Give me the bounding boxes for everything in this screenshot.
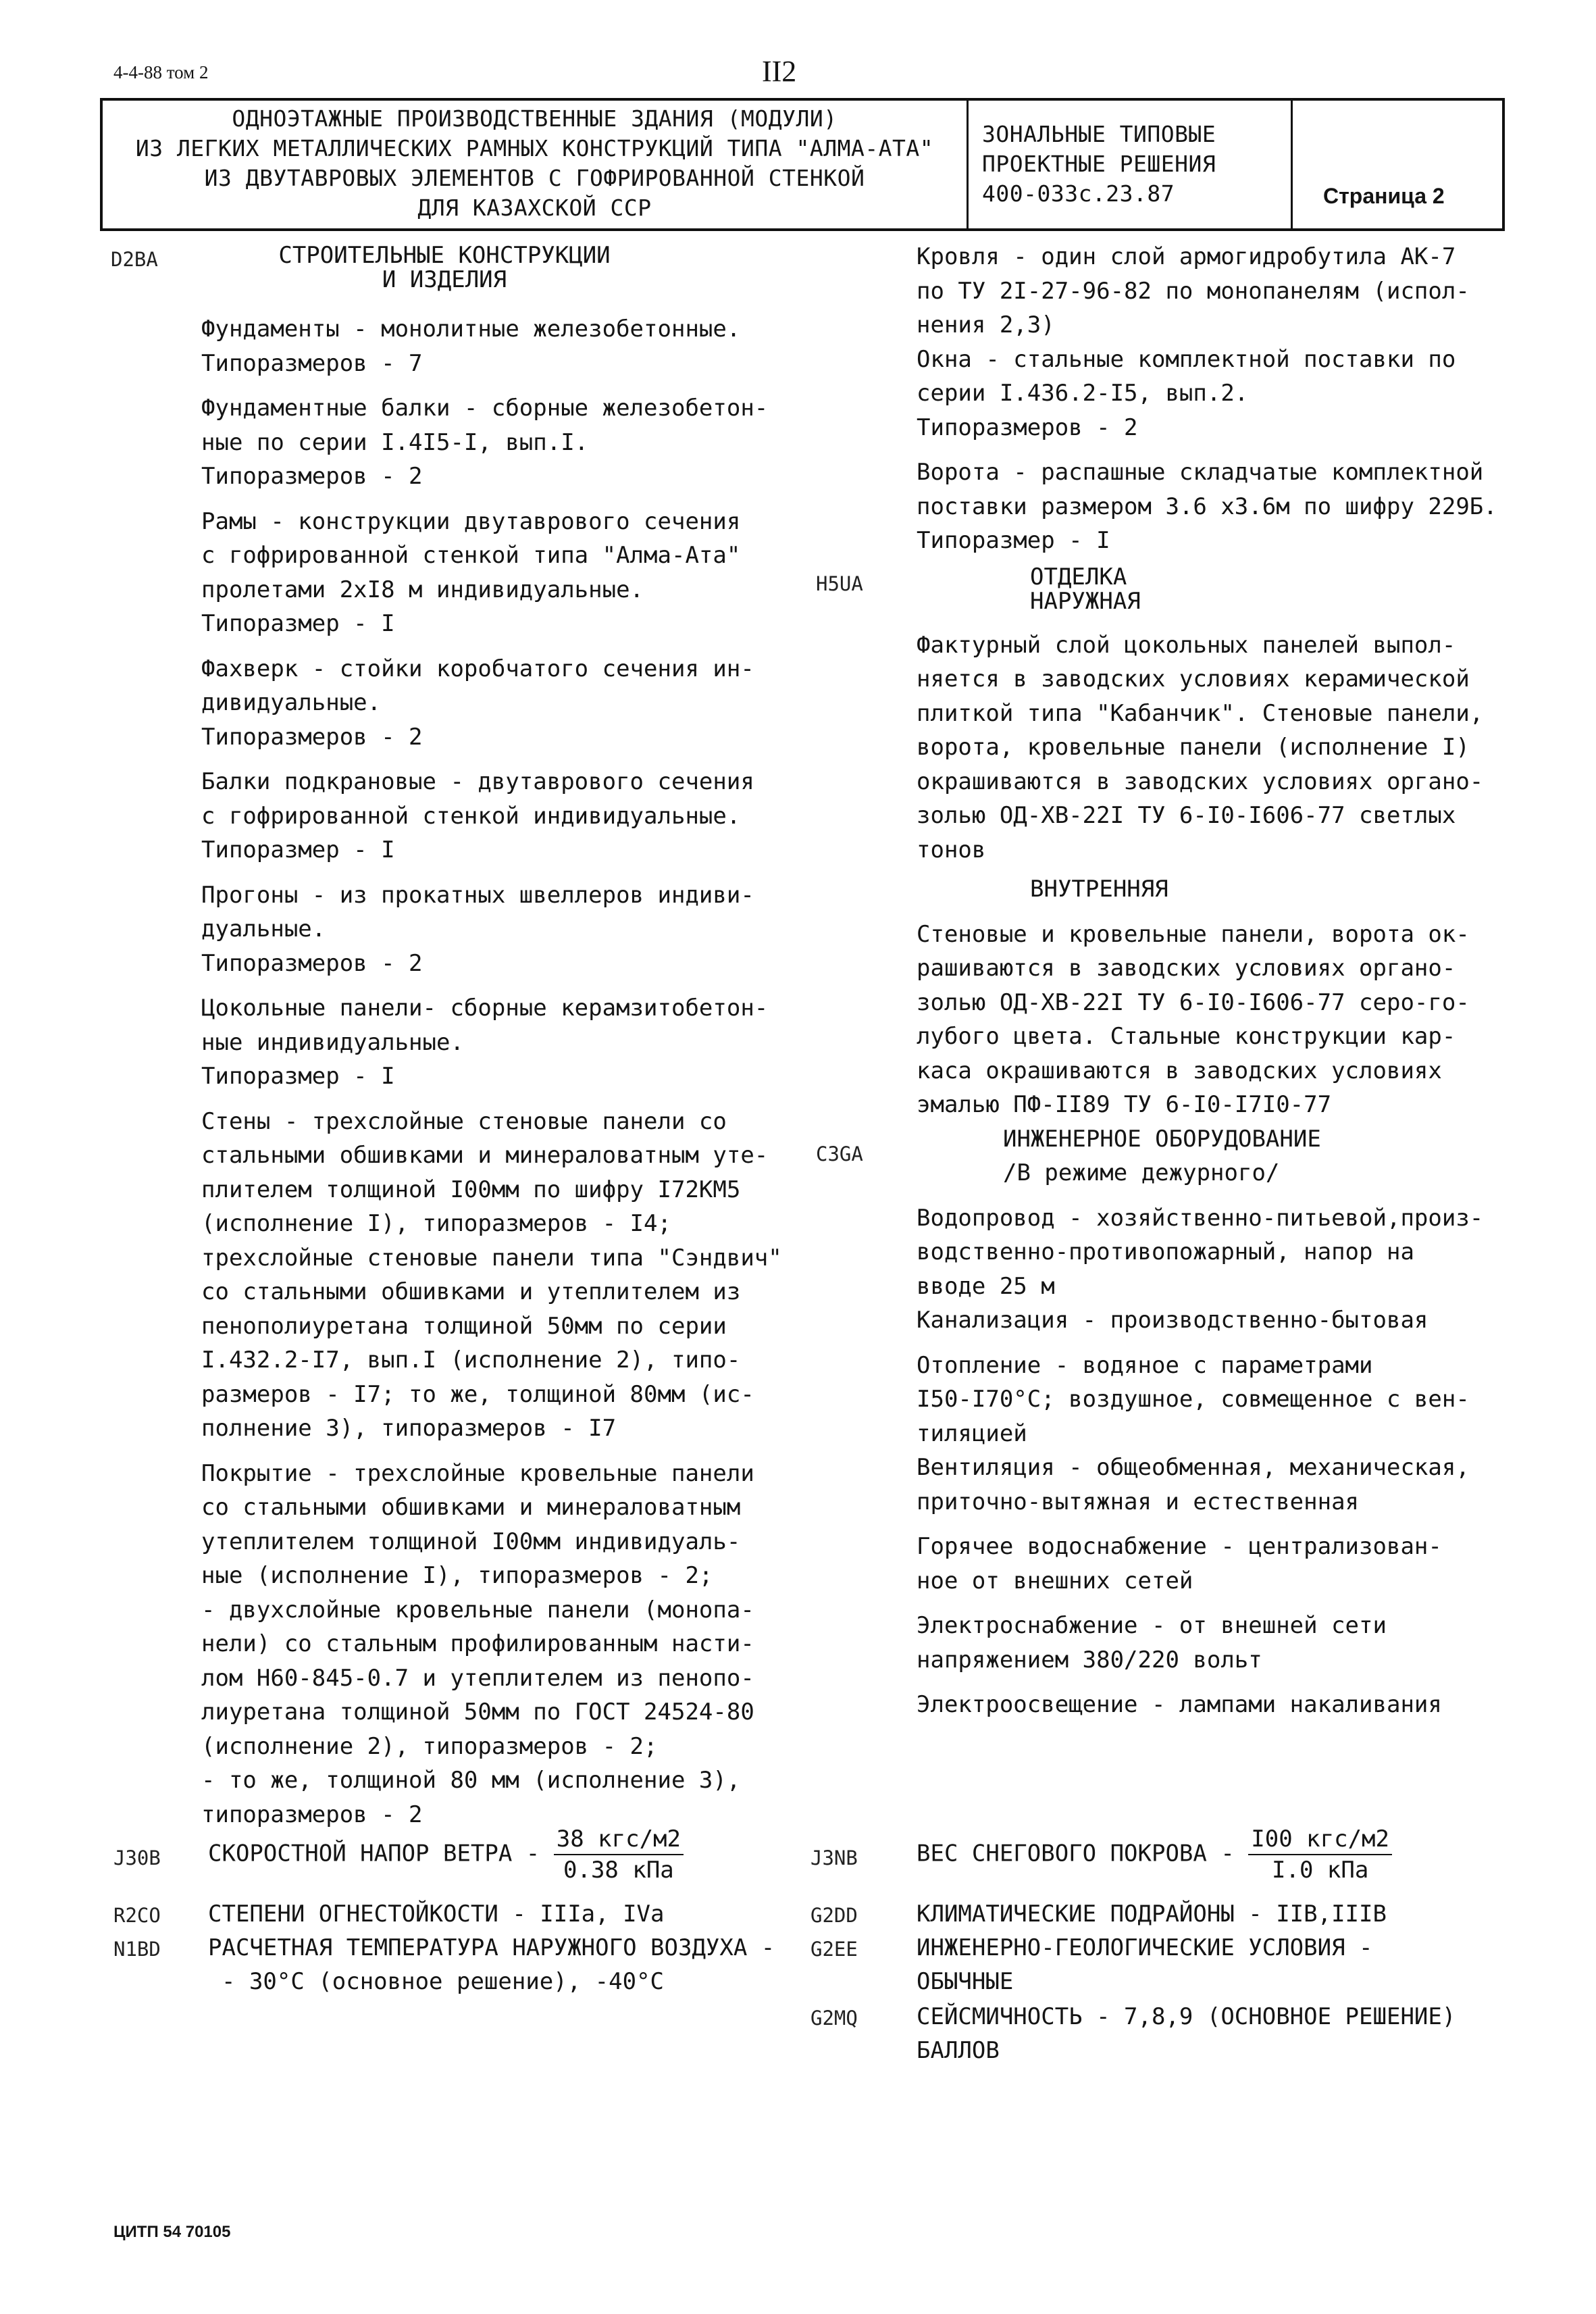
text-line: рашиваются в заводских условиях органо- (917, 955, 1456, 982)
text-line: дуальные. (201, 915, 326, 942)
classifier-code: G2DD (810, 1904, 858, 1927)
project-title-line: ИЗ ДВУТАВРОВЫХ ЭЛЕМЕНТОВ С ГОФРИРОВАННОЙ СТЕНКОЙ (204, 165, 865, 191)
text-line: Типоразмеров - 7 (201, 349, 423, 377)
seismicity-unit: БАЛЛОВ (917, 2037, 1000, 2064)
section-heading: НАРУЖНАЯ (1030, 587, 1141, 615)
text-line: плиткой типа "Кабанчик". Стеновые панели, (917, 699, 1484, 727)
paragraph-gap (201, 1094, 782, 1105)
classifier-code: H5UA (816, 572, 863, 595)
section-heading: И ИЗДЕЛИЯ (382, 266, 507, 293)
text-line: I50-I70°С; воздушное, совмещенное с вен- (917, 1386, 1470, 1413)
text-line: эмалью ПФ-II89 ТУ 6-I0-I7I0-77 (917, 1091, 1332, 1118)
text-line: ворота, кровельные панели (исполнение I) (917, 734, 1470, 761)
sheet-number: II2 (762, 55, 797, 88)
title-block (100, 98, 1505, 231)
left-text-block (201, 312, 782, 1832)
text-line: размеров - I7; то же, толщиной 80мм (ис- (201, 1380, 754, 1408)
classifier-code: C3GA (816, 1142, 863, 1165)
series-designation (969, 101, 1293, 228)
text-line: Горячее водоснабжение - централизован- (917, 1533, 1442, 1560)
text-line: золью ОД-ХВ-22I ТУ 6-I0-I606-77 светлых (917, 802, 1456, 829)
paragraph-gap (201, 1446, 782, 1457)
text-line: I.432.2-I7, вып.I (исполнение 2), типо- (201, 1347, 741, 1374)
section-heading: ВНУТРЕННЯЯ (1030, 876, 1168, 903)
snow-load-label: ВЕС СНЕГОВОГО ПОКРОВА - (917, 1840, 1235, 1867)
geology-conditions-value: ОБЫЧНЫЕ (917, 1968, 1014, 1995)
text-line: Прогоны - из прокатных швеллеров индиви- (201, 881, 754, 909)
text-line: по ТУ 2I-27-96-82 по монопанелям (испол- (917, 277, 1470, 305)
snow-load (917, 1824, 1392, 1885)
text-line: Цокольные панели- сборные керамзитобетон- (201, 995, 769, 1022)
design-temperature-values: - 30°С (основное решение), -40°С (222, 1968, 665, 1995)
paragraph-gap (201, 754, 782, 765)
text-line: ные (исполнение I), типоразмеров - 2; (201, 1562, 713, 1589)
project-title (103, 101, 969, 228)
text-line: (исполнение I), типоразмеров - I4; (201, 1210, 671, 1237)
text-line: напряжением 380/220 вольт (917, 1646, 1262, 1674)
paragraph-gap (201, 494, 782, 505)
project-title-line: ИЗ ЛЕГКИХ МЕТАЛЛИЧЕСКИХ РАМНЫХ КОНСТРУКЦИЙ ТИПА "АЛМА-АТА" (135, 135, 934, 161)
text-line: тиляцией (917, 1419, 1027, 1447)
paragraph-gap (201, 867, 782, 878)
series-line: ЗОНАЛЬНЫЕ ТИПОВЫЕ (982, 121, 1216, 147)
page-label: Страница 2 (1323, 184, 1445, 208)
project-title-line: ОДНОЭТАЖНЫЕ ПРОИЗВОДСТВЕННЫЕ ЗДАНИЯ (МОДУЛИ) (232, 105, 838, 132)
section-heading: ОТДЕЛКА (1030, 563, 1127, 590)
geology-conditions: ИНЖЕНЕРНО-ГЕОЛОГИЧЕСКИЕ УСЛОВИЯ - (917, 1934, 1373, 1961)
text-line: Водопровод - хозяйственно-питьевой,произ- (917, 1204, 1484, 1232)
text-line: Рамы - конструкции двутаврового сечения (201, 507, 741, 535)
text-line: поставки размером 3.6 х3.6м по шифру 229Б. (917, 493, 1497, 520)
text-line: лом Н60-845-0.7 и утеплителем из пенопо- (201, 1664, 754, 1692)
snow-load-value (1248, 1824, 1392, 1885)
document-reference: 4-4-88 том 2 (113, 62, 209, 82)
text-line: плителем толщиной I00мм по шифру I72КМ5 (201, 1176, 741, 1203)
text-line: Типоразмеров - 2 (201, 949, 423, 977)
classifier-code: G2MQ (810, 2007, 858, 2030)
wind-load-numerator: 38 кгс/м2 (554, 1824, 684, 1855)
text-line: Электроснабжение - от внешней сети (917, 1612, 1387, 1639)
text-line: пролетами 2хI8 м индивидуальные. (201, 576, 644, 603)
text-line: приточно-вытяжная и естественная (917, 1488, 1360, 1515)
classifier-code: N1BD (113, 1938, 161, 1961)
paragraph-gap (201, 380, 782, 391)
text-line: Стеновые и кровельные панели, ворота ок- (917, 920, 1470, 948)
text-line: со стальными обшивками и утеплителем из (201, 1278, 741, 1305)
text-line: со стальными обшивками и минераловатным (201, 1494, 741, 1521)
text-line: с гофрированной стенкой типа "Алма-Ата" (201, 542, 741, 569)
classifier-code: D2BA (111, 248, 158, 271)
design-temperature: РАСЧЕТНАЯ ТЕМПЕРАТУРА НАРУЖНОГО ВОЗДУХА - (208, 1934, 775, 1961)
text-line: - двухслойные кровельные панели (монопа- (201, 1596, 754, 1624)
text-line: Канализация - производственно-бытовая (917, 1307, 1428, 1334)
text-line: с гофрированной стенкой индивидуальные. (201, 802, 741, 830)
printer-stamp: ЦИТП 54 70105 (113, 2223, 231, 2241)
text-line: утеплителем толщиной I00мм индивидуаль- (201, 1528, 741, 1555)
text-line: Отопление - водяное с параметрами (917, 1351, 1373, 1379)
text-line: водственно-противопожарный, напор на (917, 1238, 1414, 1265)
snow-load-numerator: I00 кгс/м2 (1248, 1824, 1392, 1855)
wind-load (208, 1824, 684, 1885)
fire-resistance: СТЕПЕНИ ОГНЕСТОЙКОСТИ - IIIа, IVа (208, 1901, 665, 1928)
text-line: ное от внешних сетей (917, 1567, 1193, 1594)
text-line: Ворота - распашные складчатые комплектной (917, 459, 1484, 486)
classifier-code: G2EE (810, 1938, 858, 1961)
text-line: трехслойные стеновые панели типа "Сэндвич" (201, 1244, 782, 1272)
text-line: ные по серии I.4I5-I, вып.I. (201, 428, 589, 456)
text-line: Вентиляция - общеобменная, механическая, (917, 1454, 1470, 1481)
text-line: лиуретана толщиной 50мм по ГОСТ 24524-80 (201, 1699, 754, 1726)
text-line: тонов (917, 836, 986, 863)
classifier-code: R2CO (113, 1904, 161, 1927)
text-line: окрашиваются в заводских условиях органо- (917, 768, 1484, 795)
text-line: няется в заводских условиях керамической (917, 665, 1470, 693)
classifier-code: J3NB (810, 1846, 858, 1869)
text-line: Окна - стальные комплектной поставки по (917, 345, 1456, 373)
snow-load-denominator: I.0 кПа (1272, 1857, 1369, 1884)
paragraph-gap (201, 980, 782, 991)
seismicity: СЕЙСМИЧНОСТЬ - 7,8,9 (ОСНОВНОЕ РЕШЕНИЕ) (917, 2003, 1456, 2030)
wind-load-denominator: 0.38 кПа (563, 1857, 674, 1884)
text-line: пенополиуретана толщиной 50мм по серии (201, 1312, 727, 1340)
text-line: Фундаментные балки - сборные железобетон- (201, 395, 769, 422)
wind-load-value (554, 1824, 684, 1885)
climate-subregions: КЛИМАТИЧЕСКИЕ ПОДРАЙОНЫ - IIВ,IIIВ (917, 1901, 1387, 1928)
section-subheading: /В режиме дежурного/ (1003, 1159, 1280, 1186)
text-line: (исполнение 2), типоразмеров - 2; (201, 1732, 658, 1760)
text-line: вводе 25 м (917, 1272, 1055, 1300)
text-line: золью ОД-ХВ-22I ТУ 6-I0-I606-77 серо-го- (917, 988, 1470, 1016)
text-line: Фундаменты - монолитные железобетонные. (201, 316, 741, 343)
series-line: ПРОЕКТНЫЕ РЕШЕНИЯ (982, 151, 1216, 177)
series-code: 400-033с.23.87 (982, 180, 1175, 207)
text-line: Типоразмер - I (201, 610, 395, 637)
text-line: лубого цвета. Стальные конструкции кар- (917, 1023, 1456, 1050)
section-heading: ИНЖЕНЕРНОЕ ОБОРУДОВАНИЕ (1003, 1125, 1321, 1153)
project-title-line: ДЛЯ КАЗАХСКОЙ ССР (417, 195, 652, 221)
text-line: дивидуальные. (201, 689, 382, 716)
left-column (201, 243, 782, 1832)
text-line: Балки подкрановые - двутаврового сечения (201, 768, 754, 795)
text-line: нели) со стальным профилированным насти- (201, 1630, 754, 1657)
text-line: ные индивидуальные. (201, 1028, 464, 1056)
right-column (917, 240, 1497, 1722)
paragraph-gap (201, 641, 782, 652)
text-line: стальными обшивками и минераловатным уте- (201, 1142, 769, 1169)
text-line: - то же, толщиной 80 мм (исполнение 3), (201, 1767, 741, 1794)
page-cell (1293, 101, 1503, 228)
classifier-code: J30B (113, 1846, 161, 1869)
text-line: Типоразмер - I (917, 527, 1110, 554)
text-line: нения 2,3) (917, 311, 1055, 338)
text-line: Покрытие - трехслойные кровельные панели (201, 1459, 754, 1487)
text-line: Электроосвещение - лампами накаливания (917, 1691, 1442, 1718)
text-line: Типоразмеров - 2 (917, 413, 1138, 441)
text-line: Типоразмер - I (201, 1063, 395, 1090)
text-line: полнение 3), типоразмеров - I7 (201, 1415, 617, 1442)
text-line: Фактурный слой цокольных панелей выпол- (917, 631, 1456, 659)
text-line: Типоразмеров - 2 (201, 723, 423, 751)
text-line: типоразмеров - 2 (201, 1801, 423, 1828)
text-line: серии I.436.2-I5, вып.2. (917, 380, 1249, 407)
text-line: каса окрашиваются в заводских условиях (917, 1057, 1442, 1084)
text-line: Фахверк - стойки коробчатого сечения ин- (201, 655, 754, 682)
text-line: Типоразмеров - 2 (201, 463, 423, 490)
text-line: Кровля - один слой армогидробутила АК-7 (917, 243, 1456, 270)
text-line: Стены - трехслойные стеновые панели со (201, 1107, 727, 1135)
section-heading: СТРОИТЕЛЬНЫЕ КОНСТРУКЦИИ (278, 242, 611, 269)
text-line: Типоразмер - I (201, 836, 395, 863)
wind-load-label: СКОРОСТНОЙ НАПОР ВЕТРА - (208, 1840, 540, 1867)
